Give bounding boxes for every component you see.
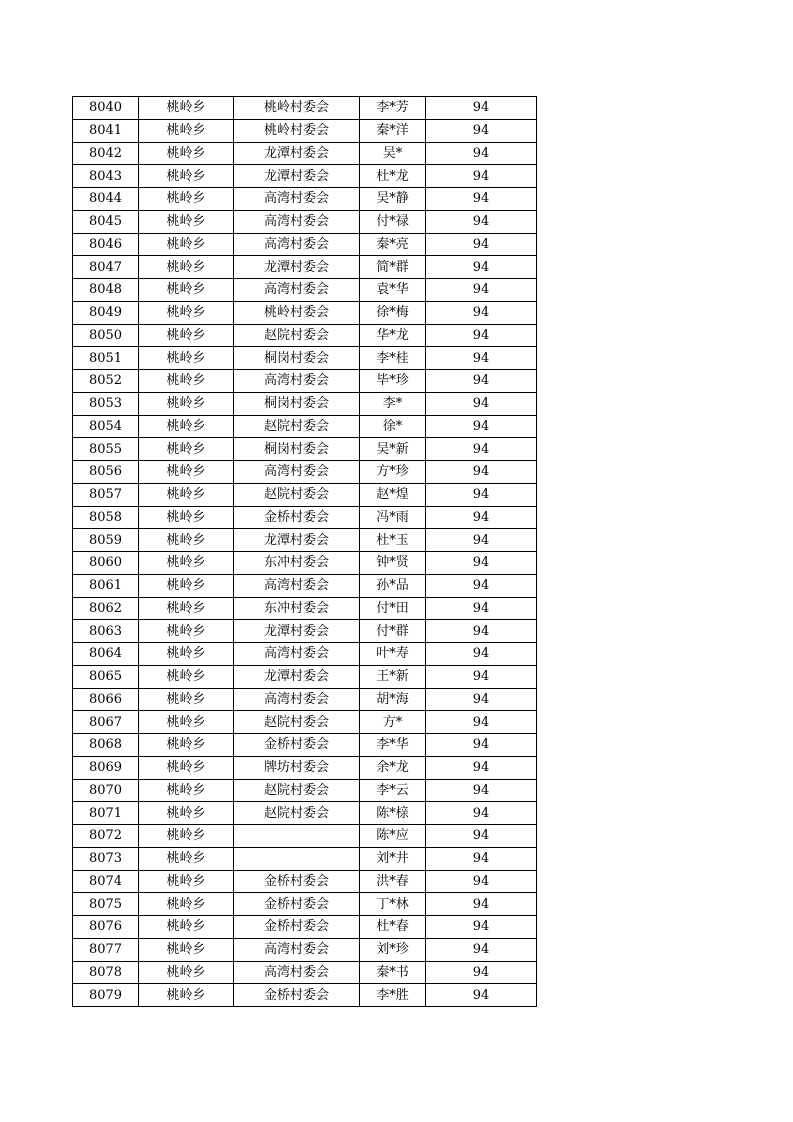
table-row [73,802,537,825]
village-committee-cell: 赵院村委会 [234,415,360,438]
township-cell: 桃岭乡 [139,392,234,415]
village-committee-cell: 东冲村委会 [234,552,360,575]
township-cell: 桃岭乡 [139,301,234,324]
township-cell: 桃岭乡 [139,779,234,802]
township-cell: 桃岭乡 [139,256,234,279]
row-number-cell: 8047 [73,256,139,279]
person-name-cell: 刘*井 [360,847,426,870]
village-committee-cell: 高湾村委会 [234,461,360,484]
table-row [73,438,537,461]
table-row [73,961,537,984]
village-committee-cell [234,825,360,848]
score-cell: 94 [426,552,537,575]
person-name-cell: 钟*贤 [360,552,426,575]
score-cell: 94 [426,370,537,393]
village-committee-cell: 金桥村委会 [234,984,360,1007]
score-cell: 94 [426,756,537,779]
township-cell: 桃岭乡 [139,734,234,757]
village-committee-cell: 高湾村委会 [234,688,360,711]
person-name-cell: 陈*应 [360,825,426,848]
row-number-cell: 8076 [73,916,139,939]
row-number-cell: 8058 [73,506,139,529]
row-number-cell: 8068 [73,734,139,757]
row-number-cell: 8064 [73,643,139,666]
table-row [73,529,537,552]
score-cell: 94 [426,802,537,825]
village-committee-cell: 赵院村委会 [234,324,360,347]
table-row [73,643,537,666]
village-committee-cell: 赵院村委会 [234,483,360,506]
village-committee-cell: 桃岭村委会 [234,119,360,142]
score-cell: 94 [426,916,537,939]
village-committee-cell: 高湾村委会 [234,961,360,984]
village-committee-cell: 桐岗村委会 [234,438,360,461]
person-name-cell: 余*龙 [360,756,426,779]
score-cell: 94 [426,119,537,142]
township-cell: 桃岭乡 [139,370,234,393]
score-cell: 94 [426,347,537,370]
person-name-cell: 李*云 [360,779,426,802]
village-committee-cell: 牌坊村委会 [234,756,360,779]
village-committee-cell: 赵院村委会 [234,779,360,802]
village-committee-cell: 桐岗村委会 [234,392,360,415]
row-number-cell: 8048 [73,279,139,302]
township-cell: 桃岭乡 [139,620,234,643]
row-number-cell: 8077 [73,938,139,961]
row-number-cell: 8056 [73,461,139,484]
table-row [73,665,537,688]
person-name-cell: 方* [360,711,426,734]
score-cell: 94 [426,256,537,279]
score-cell: 94 [426,461,537,484]
person-name-cell: 李* [360,392,426,415]
table-row [73,597,537,620]
township-cell: 桃岭乡 [139,688,234,711]
score-cell: 94 [426,779,537,802]
village-committee-cell: 高湾村委会 [234,370,360,393]
score-cell: 94 [426,392,537,415]
township-cell: 桃岭乡 [139,279,234,302]
row-number-cell: 8050 [73,324,139,347]
person-name-cell: 赵*煌 [360,483,426,506]
township-cell: 桃岭乡 [139,324,234,347]
table-row [73,97,537,120]
table-row [73,552,537,575]
table-row [73,734,537,757]
score-cell: 94 [426,165,537,188]
score-cell: 94 [426,438,537,461]
village-committee-cell: 东冲村委会 [234,597,360,620]
person-name-cell: 付*禄 [360,210,426,233]
table-row [73,210,537,233]
township-cell: 桃岭乡 [139,961,234,984]
township-cell: 桃岭乡 [139,916,234,939]
township-cell: 桃岭乡 [139,938,234,961]
score-cell: 94 [426,597,537,620]
township-cell: 桃岭乡 [139,597,234,620]
score-cell: 94 [426,301,537,324]
score-cell: 94 [426,961,537,984]
score-cell: 94 [426,847,537,870]
township-cell: 桃岭乡 [139,142,234,165]
score-cell: 94 [426,529,537,552]
village-committee-cell: 桃岭村委会 [234,301,360,324]
row-number-cell: 8063 [73,620,139,643]
score-cell: 94 [426,97,537,120]
village-committee-cell: 龙潭村委会 [234,165,360,188]
person-name-cell: 叶*寿 [360,643,426,666]
township-cell: 桃岭乡 [139,984,234,1007]
score-cell: 94 [426,574,537,597]
table-row [73,825,537,848]
table-row [73,893,537,916]
row-number-cell: 8052 [73,370,139,393]
township-cell: 桃岭乡 [139,802,234,825]
row-number-cell: 8043 [73,165,139,188]
score-cell: 94 [426,870,537,893]
score-cell: 94 [426,984,537,1007]
table-row [73,870,537,893]
score-cell: 94 [426,483,537,506]
village-committee-cell: 高湾村委会 [234,938,360,961]
row-number-cell: 8062 [73,597,139,620]
village-committee-cell: 金桥村委会 [234,870,360,893]
table-row [73,188,537,211]
person-name-cell: 徐* [360,415,426,438]
township-cell: 桃岭乡 [139,461,234,484]
score-cell: 94 [426,688,537,711]
township-cell: 桃岭乡 [139,210,234,233]
row-number-cell: 8073 [73,847,139,870]
person-name-cell: 吴*新 [360,438,426,461]
row-number-cell: 8071 [73,802,139,825]
township-cell: 桃岭乡 [139,415,234,438]
table-row [73,279,537,302]
row-number-cell: 8079 [73,984,139,1007]
row-number-cell: 8051 [73,347,139,370]
person-name-cell: 付*田 [360,597,426,620]
score-cell: 94 [426,324,537,347]
row-number-cell: 8042 [73,142,139,165]
person-name-cell: 方*珍 [360,461,426,484]
row-number-cell: 8067 [73,711,139,734]
table-row [73,301,537,324]
township-cell: 桃岭乡 [139,233,234,256]
row-number-cell: 8041 [73,119,139,142]
village-committee-cell: 高湾村委会 [234,233,360,256]
person-name-cell: 吴* [360,142,426,165]
township-cell: 桃岭乡 [139,847,234,870]
score-cell: 94 [426,233,537,256]
township-cell: 桃岭乡 [139,347,234,370]
person-name-cell: 华*龙 [360,324,426,347]
person-name-cell: 秦*洋 [360,119,426,142]
score-cell: 94 [426,734,537,757]
village-committee-cell: 高湾村委会 [234,188,360,211]
person-name-cell: 秦*书 [360,961,426,984]
township-cell: 桃岭乡 [139,643,234,666]
score-cell: 94 [426,938,537,961]
table-row [73,415,537,438]
table-row [73,461,537,484]
person-name-cell: 杜*龙 [360,165,426,188]
village-committee-cell: 龙潭村委会 [234,665,360,688]
township-cell: 桃岭乡 [139,438,234,461]
township-cell: 桃岭乡 [139,165,234,188]
township-cell: 桃岭乡 [139,665,234,688]
table-row [73,779,537,802]
village-committee-cell: 金桥村委会 [234,893,360,916]
person-name-cell: 毕*珍 [360,370,426,393]
village-committee-cell: 龙潭村委会 [234,256,360,279]
roster-table-body [73,97,537,1007]
row-number-cell: 8059 [73,529,139,552]
village-committee-cell: 高湾村委会 [234,279,360,302]
score-cell: 94 [426,279,537,302]
person-name-cell: 秦*亮 [360,233,426,256]
person-name-cell: 孙*品 [360,574,426,597]
village-committee-cell [234,847,360,870]
score-cell: 94 [426,665,537,688]
person-name-cell: 袁*华 [360,279,426,302]
village-committee-cell: 龙潭村委会 [234,529,360,552]
row-number-cell: 8061 [73,574,139,597]
table-row [73,483,537,506]
table-row [73,574,537,597]
score-cell: 94 [426,711,537,734]
township-cell: 桃岭乡 [139,825,234,848]
table-row [73,233,537,256]
village-committee-cell: 金桥村委会 [234,916,360,939]
row-number-cell: 8055 [73,438,139,461]
township-cell: 桃岭乡 [139,756,234,779]
table-row [73,938,537,961]
row-number-cell: 8066 [73,688,139,711]
row-number-cell: 8045 [73,210,139,233]
village-committee-cell: 龙潭村委会 [234,620,360,643]
row-number-cell: 8053 [73,392,139,415]
table-row [73,324,537,347]
village-committee-cell: 赵院村委会 [234,711,360,734]
row-number-cell: 8057 [73,483,139,506]
table-row [73,392,537,415]
row-number-cell: 8054 [73,415,139,438]
score-cell: 94 [426,188,537,211]
township-cell: 桃岭乡 [139,552,234,575]
village-committee-cell: 金桥村委会 [234,734,360,757]
person-name-cell: 刘*珍 [360,938,426,961]
person-name-cell: 杜*玉 [360,529,426,552]
township-cell: 桃岭乡 [139,506,234,529]
row-number-cell: 8040 [73,97,139,120]
person-name-cell: 付*群 [360,620,426,643]
row-number-cell: 8070 [73,779,139,802]
township-cell: 桃岭乡 [139,893,234,916]
score-cell: 94 [426,825,537,848]
township-cell: 桃岭乡 [139,97,234,120]
person-name-cell: 胡*海 [360,688,426,711]
person-name-cell: 冯*雨 [360,506,426,529]
table-row [73,165,537,188]
score-cell: 94 [426,506,537,529]
table-row [73,847,537,870]
table-row [73,756,537,779]
person-name-cell: 简*群 [360,256,426,279]
village-committee-cell: 赵院村委会 [234,802,360,825]
row-number-cell: 8065 [73,665,139,688]
village-committee-cell: 龙潭村委会 [234,142,360,165]
row-number-cell: 8049 [73,301,139,324]
person-name-cell: 吴*静 [360,188,426,211]
row-number-cell: 8075 [73,893,139,916]
table-row [73,984,537,1007]
village-committee-cell: 高湾村委会 [234,643,360,666]
row-number-cell: 8069 [73,756,139,779]
village-committee-cell: 高湾村委会 [234,210,360,233]
score-cell: 94 [426,893,537,916]
village-committee-cell: 桐岗村委会 [234,347,360,370]
table-row [73,119,537,142]
row-number-cell: 8072 [73,825,139,848]
score-cell: 94 [426,620,537,643]
person-name-cell: 洪*春 [360,870,426,893]
row-number-cell: 8044 [73,188,139,211]
village-committee-cell: 金桥村委会 [234,506,360,529]
person-name-cell: 杜*春 [360,916,426,939]
table-row [73,370,537,393]
township-cell: 桃岭乡 [139,483,234,506]
person-name-cell: 王*新 [360,665,426,688]
score-cell: 94 [426,643,537,666]
village-committee-cell: 高湾村委会 [234,574,360,597]
table-row [73,256,537,279]
person-name-cell: 徐*梅 [360,301,426,324]
person-name-cell: 李*桂 [360,347,426,370]
township-cell: 桃岭乡 [139,119,234,142]
score-cell: 94 [426,142,537,165]
township-cell: 桃岭乡 [139,711,234,734]
person-name-cell: 李*华 [360,734,426,757]
township-cell: 桃岭乡 [139,574,234,597]
person-name-cell: 丁*林 [360,893,426,916]
township-cell: 桃岭乡 [139,188,234,211]
township-cell: 桃岭乡 [139,529,234,552]
township-cell: 桃岭乡 [139,870,234,893]
row-number-cell: 8060 [73,552,139,575]
row-number-cell: 8046 [73,233,139,256]
village-committee-cell: 桃岭村委会 [234,97,360,120]
table-row [73,506,537,529]
table-row [73,916,537,939]
score-cell: 94 [426,415,537,438]
row-number-cell: 8078 [73,961,139,984]
roster-table [72,96,537,1007]
score-cell: 94 [426,210,537,233]
person-name-cell: 李*芳 [360,97,426,120]
table-row [73,688,537,711]
table-row [73,347,537,370]
person-name-cell: 李*胜 [360,984,426,1007]
person-name-cell: 陈*榇 [360,802,426,825]
row-number-cell: 8074 [73,870,139,893]
table-row [73,711,537,734]
table-row [73,620,537,643]
table-row [73,142,537,165]
